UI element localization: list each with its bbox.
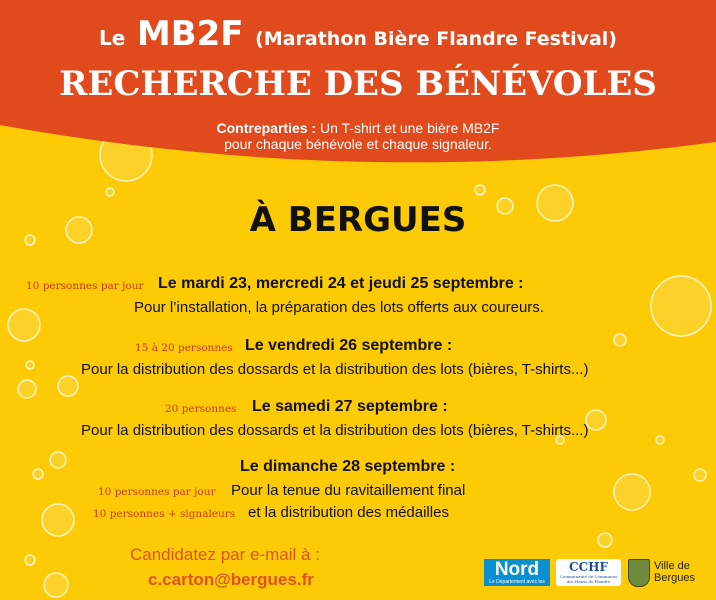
cchf-logo (556, 559, 621, 586)
bergues-crest-icon (628, 559, 650, 587)
ville-de-bergues-logo (628, 558, 708, 588)
ville-line2: Bergues (654, 572, 695, 584)
volunteer-count: 15 à 20 personnes (135, 342, 233, 354)
perks-label: Contreparties : (216, 120, 317, 136)
schedule-description: Pour la distribution des dossards et la distribution des lots (bières, T-shirts...) (81, 422, 589, 439)
volunteer-count: 10 personnes + signaleurs (93, 508, 236, 520)
cchf-logo-tagline: Communauté de Communes des Hauts de Flandre (559, 574, 618, 584)
nord-logo-tagline: Le Département avec les (489, 579, 545, 585)
perks-text (0, 120, 716, 152)
festival-heading (0, 14, 716, 54)
ville-line1: Ville de (654, 560, 690, 572)
brand-name: MB2F (136, 14, 244, 54)
volunteer-count: 10 personnes par jour (98, 486, 216, 498)
nord-logo (484, 559, 550, 586)
heading-prefix: Le (99, 26, 126, 50)
contact-email[interactable]: c.carton@bergues.fr (148, 570, 314, 589)
volunteer-count: 10 personnes par jour (26, 280, 144, 292)
volunteer-count: 20 personnes (165, 403, 237, 415)
brand-expansion: (Marathon Bière Flandre Festival) (255, 28, 617, 50)
nord-logo-text: Nord (494, 559, 540, 580)
schedule-description: Pour la distribution des dossards et la distribution des lots (bières, T-shirts...) (81, 361, 589, 378)
location-heading: À BERGUES (249, 200, 467, 240)
schedule-date: Le samedi 27 septembre : (252, 398, 448, 415)
schedule-description: Pour l’installation, la préparation des lots offerts aux coureurs. (134, 299, 544, 316)
perks-line2: pour chaque bénévole et chaque signaleur. (224, 136, 492, 152)
schedule-description: Pour la tenue du ravitaillement final (231, 482, 466, 499)
cchf-logo-text: CCHF (569, 560, 608, 574)
perks-line1: Un T-shirt et une bière MB2F (319, 120, 500, 136)
header-banner (0, 0, 716, 170)
schedule-description: et la distribution des médailles (248, 504, 449, 521)
schedule-date: Le vendredi 26 septembre : (245, 337, 453, 354)
apply-prompt: Candidatez par e-mail à : (130, 545, 320, 564)
schedule-date: Le mardi 23, mercredi 24 et jeudi 25 septembre : (158, 275, 524, 292)
schedule-date: Le dimanche 28 septembre : (240, 458, 456, 475)
page-title: RECHERCHE DES BÉNÉVOLES (59, 64, 657, 104)
